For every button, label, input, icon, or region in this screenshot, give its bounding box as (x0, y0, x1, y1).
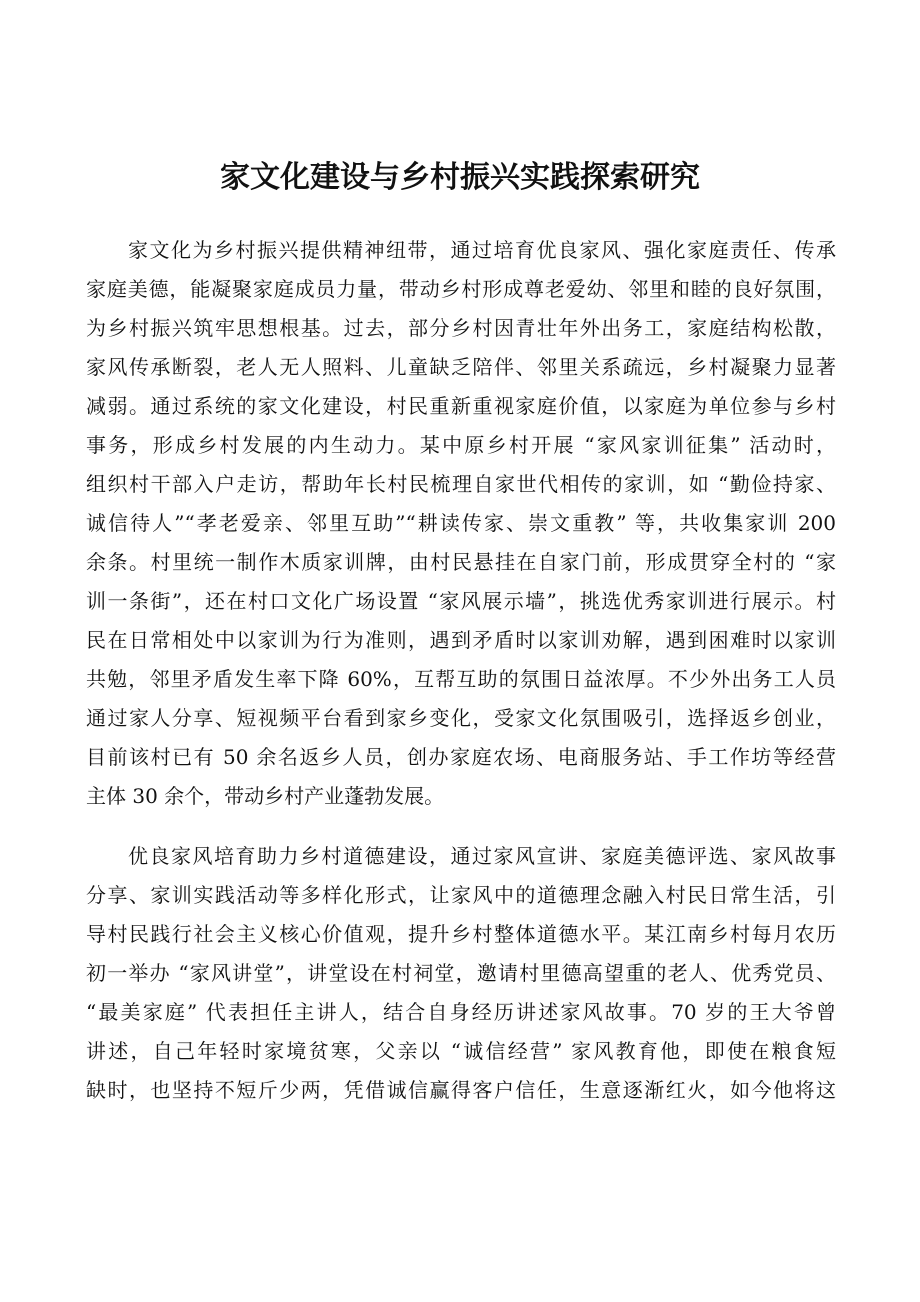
text-line: 主体 30 余个，带动乡村产业蓬勃发展。 (86, 784, 445, 808)
paragraph-1-line (0, 700, 920, 736)
paragraph-1-line (0, 778, 920, 814)
text-line: “最美家庭” 代表担任主讲人，结合自身经历讲述家风故事。70 岁的王大爷曾 (86, 1000, 836, 1024)
text-line: 训一条街”，还在村口文化广场设置 “家风展示墙”，挑选优秀家训进行展示。村 (86, 589, 836, 613)
paragraph-2-line (0, 877, 920, 913)
paragraph-1-line (0, 232, 920, 268)
text-line: 共勉，邻里矛盾发生率下降 60%，互帮互助的氛围日益浓厚。不少外出务工人员 (86, 667, 836, 691)
text-line: 讲述，自己年轻时家境贫寒，父亲以 “诚信经营” 家风教育他，即使在粮食短 (86, 1039, 836, 1063)
paragraph-1-line (0, 739, 920, 775)
text-line: 诚信待人”“孝老爱亲、邻里互助”“耕读传家、崇文重教” 等，共收集家训 200 (86, 511, 836, 535)
paragraph-1-line (0, 661, 920, 697)
text-line: 民在日常相处中以家训为行为准则，遇到矛盾时以家训劝解，遇到困难时以家训 (86, 628, 836, 652)
text-line: 减弱。通过系统的家文化建设，村民重新重视家庭价值，以家庭为单位参与乡村 (86, 394, 836, 418)
text-line: 事务，形成乡村发展的内生动力。某中原乡村开展 “家风家训征集” 活动时， (86, 433, 836, 457)
paragraph-2-line (0, 955, 920, 991)
paragraph-2-line (0, 1033, 920, 1069)
paragraph-1-line (0, 271, 920, 307)
paragraph-1-line (0, 583, 920, 619)
paragraph-1-line (0, 622, 920, 658)
text-line: 余条。村里统一制作木质家训牌，由村民悬挂在自家门前，形成贯穿全村的 “家 (86, 550, 836, 574)
paragraph-2-line (0, 838, 920, 874)
paragraph-1-line (0, 544, 920, 580)
text-line: 为乡村振兴筑牢思想根基。过去，部分乡村因青壮年外出务工，家庭结构松散， (86, 316, 836, 340)
paragraph-2-line (0, 994, 920, 1030)
paragraph-2-line (0, 1072, 920, 1108)
text-line: 缺时，也坚持不短斤少两，凭借诚信赢得客户信任，生意逐渐红火，如今他将这 (86, 1078, 836, 1102)
document-title: 家文化建设与乡村振兴实践探索研究 (220, 160, 700, 195)
text-line: 组织村干部入户走访，帮助年长村民梳理自家世代相传的家训，如 “勤俭持家、 (86, 472, 836, 496)
paragraph-1-line (0, 388, 920, 424)
text-line: 分享、家训实践活动等多样化形式，让家风中的道德理念融入村民日常生活，引 (86, 883, 836, 907)
text-line: 家风传承断裂，老人无人照料、儿童缺乏陪伴、邻里关系疏远，乡村凝聚力显著 (86, 355, 836, 379)
text-line: 家文化为乡村振兴提供精神纽带，通过培育优良家风、强化家庭责任、传承 (128, 238, 836, 262)
text-line: 初一举办 “家风讲堂”，讲堂设在村祠堂，邀请村里德高望重的老人、优秀党员、 (86, 961, 836, 985)
text-line: 家庭美德，能凝聚家庭成员力量，带动乡村形成尊老爱幼、邻里和睦的良好氛围， (86, 277, 836, 301)
paragraph-1-line (0, 349, 920, 385)
paragraph-1-line (0, 505, 920, 541)
paragraph-1-line (0, 466, 920, 502)
paragraph-2-line (0, 916, 920, 952)
text-line: 导村民践行社会主义核心价值观，提升乡村整体道德水平。某江南乡村每月农历 (86, 922, 836, 946)
text-line: 优良家风培育助力乡村道德建设，通过家风宣讲、家庭美德评选、家风故事 (128, 844, 836, 868)
text-line: 通过家人分享、短视频平台看到家乡变化，受家文化氛围吸引，选择返乡创业， (86, 706, 836, 730)
text-line: 目前该村已有 50 余名返乡人员，创办家庭农场、电商服务站、手工作坊等经营 (86, 745, 836, 769)
paragraph-1-line (0, 310, 920, 346)
paragraph-1-line (0, 427, 920, 463)
